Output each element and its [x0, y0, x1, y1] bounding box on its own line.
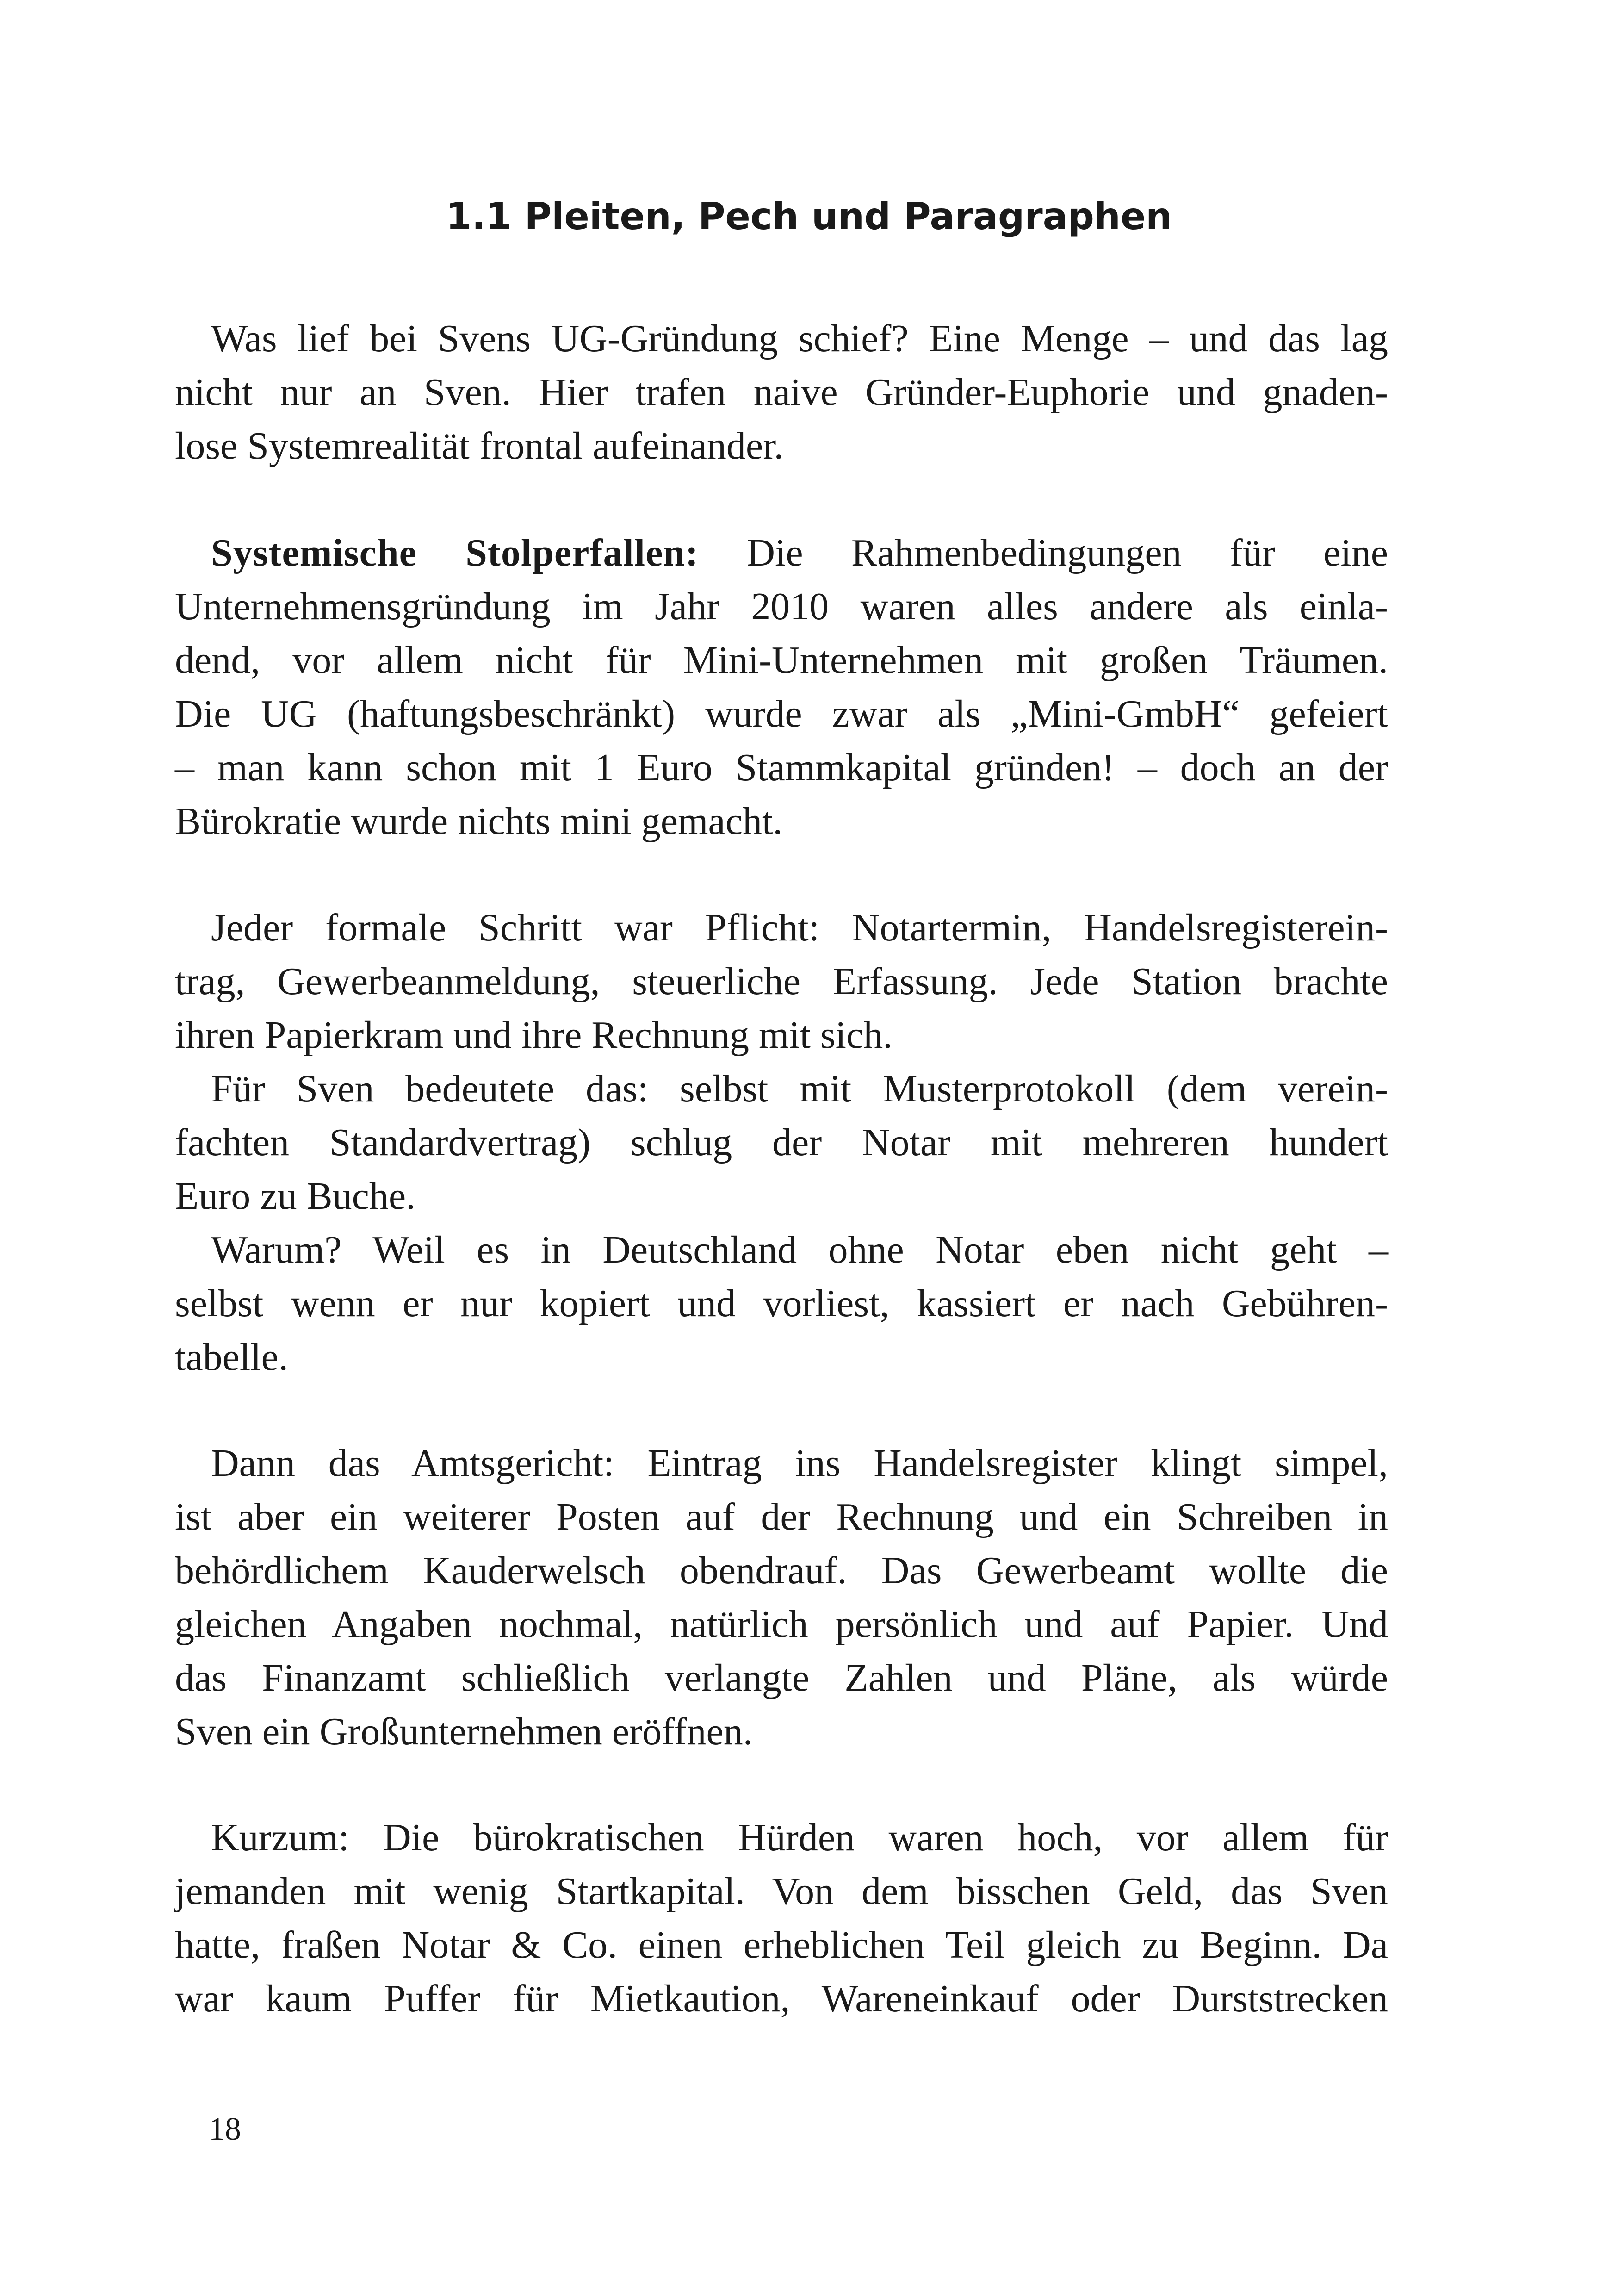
text-line: behördlichem Kauderwelsch obendrauf. Das Gewerbeamt wollte die: [175, 1549, 1388, 1592]
page-number: 18: [209, 2111, 241, 2147]
text-line: fachten Standardvertrag) schlug der Notar mit mehreren hundert: [175, 1121, 1388, 1164]
section-heading: 1.1 Pleiten, Pech und Paragraphen: [446, 195, 1172, 238]
text-line: dend, vor allem nicht für Mini-Unternehmen mit großen Träumen.: [175, 639, 1388, 682]
text-line: Bürokratie wurde nichts mini gemacht.: [175, 800, 783, 843]
text-line: Euro zu Buche.: [175, 1175, 416, 1218]
text-line: Jeder formale Schritt war Pflicht: Notartermin, Handelsregisterein-: [211, 906, 1388, 949]
text-line: Die UG (haftungsbeschränkt) wurde zwar als „Mini-GmbH“ gefeiert: [175, 692, 1388, 735]
text-line: hatte, fraßen Notar & Co. einen erheblichen Teil gleich zu Beginn. Da: [175, 1923, 1388, 1966]
text-line: Dann das Amtsgericht: Eintrag ins Handelsregister klingt simpel,: [211, 1442, 1388, 1485]
text-line-with-lead: [175, 526, 1388, 580]
text-line: nicht nur an Sven. Hier trafen naive Gründer-Euphorie und gnaden-: [175, 371, 1388, 414]
text-line: lose Systemrealität frontal aufeinander.: [175, 424, 784, 467]
text-line: trag, Gewerbeanmeldung, steuerliche Erfassung. Jede Station brachte: [175, 960, 1388, 1003]
text-line: das Finanzamt schließlich verlangte Zahlen und Pläne, als würde: [175, 1656, 1388, 1699]
text-line: gleichen Angaben nochmal, natürlich persönlich und auf Papier. Und: [175, 1603, 1388, 1646]
text-line: selbst wenn er nur kopiert und vorliest, kassiert er nach Gebühren-: [175, 1282, 1388, 1325]
paragraph-lead: Systemische Stolperfallen:: [211, 531, 699, 574]
text-line: Unternehmensgründung im Jahr 2010 waren alles andere als einla-: [175, 585, 1388, 628]
text-line: Kurzum: Die bürokratischen Hürden waren hoch, vor allem für: [211, 1816, 1388, 1859]
text-line: ihren Papierkram und ihre Rechnung mit sich.: [175, 1014, 893, 1057]
text-line: Warum? Weil es in Deutschland ohne Notar eben nicht geht –: [211, 1228, 1388, 1271]
text-line: tabelle.: [175, 1336, 288, 1379]
text-line: Für Sven bedeutete das: selbst mit Musterprotokoll (dem verein-: [211, 1067, 1388, 1110]
text-line: Was lief bei Svens UG-Gründung schief? Eine Menge – und das lag: [211, 317, 1388, 360]
text-line: jemanden mit wenig Startkapital. Von dem bisschen Geld, das Sven: [175, 1870, 1388, 1913]
text-segment: Die Rahmenbedingungen für eine: [699, 531, 1388, 574]
text-line: ist aber ein weiterer Posten auf der Rechnung und ein Schreiben in: [175, 1495, 1388, 1538]
text-line: Sven ein Großunternehmen eröffnen.: [175, 1710, 753, 1753]
text-line: war kaum Puffer für Mietkaution, Wareneinkauf oder Durststrecken: [175, 1977, 1388, 2020]
text-line: – man kann schon mit 1 Euro Stammkapital gründen! – doch an der: [175, 746, 1388, 789]
